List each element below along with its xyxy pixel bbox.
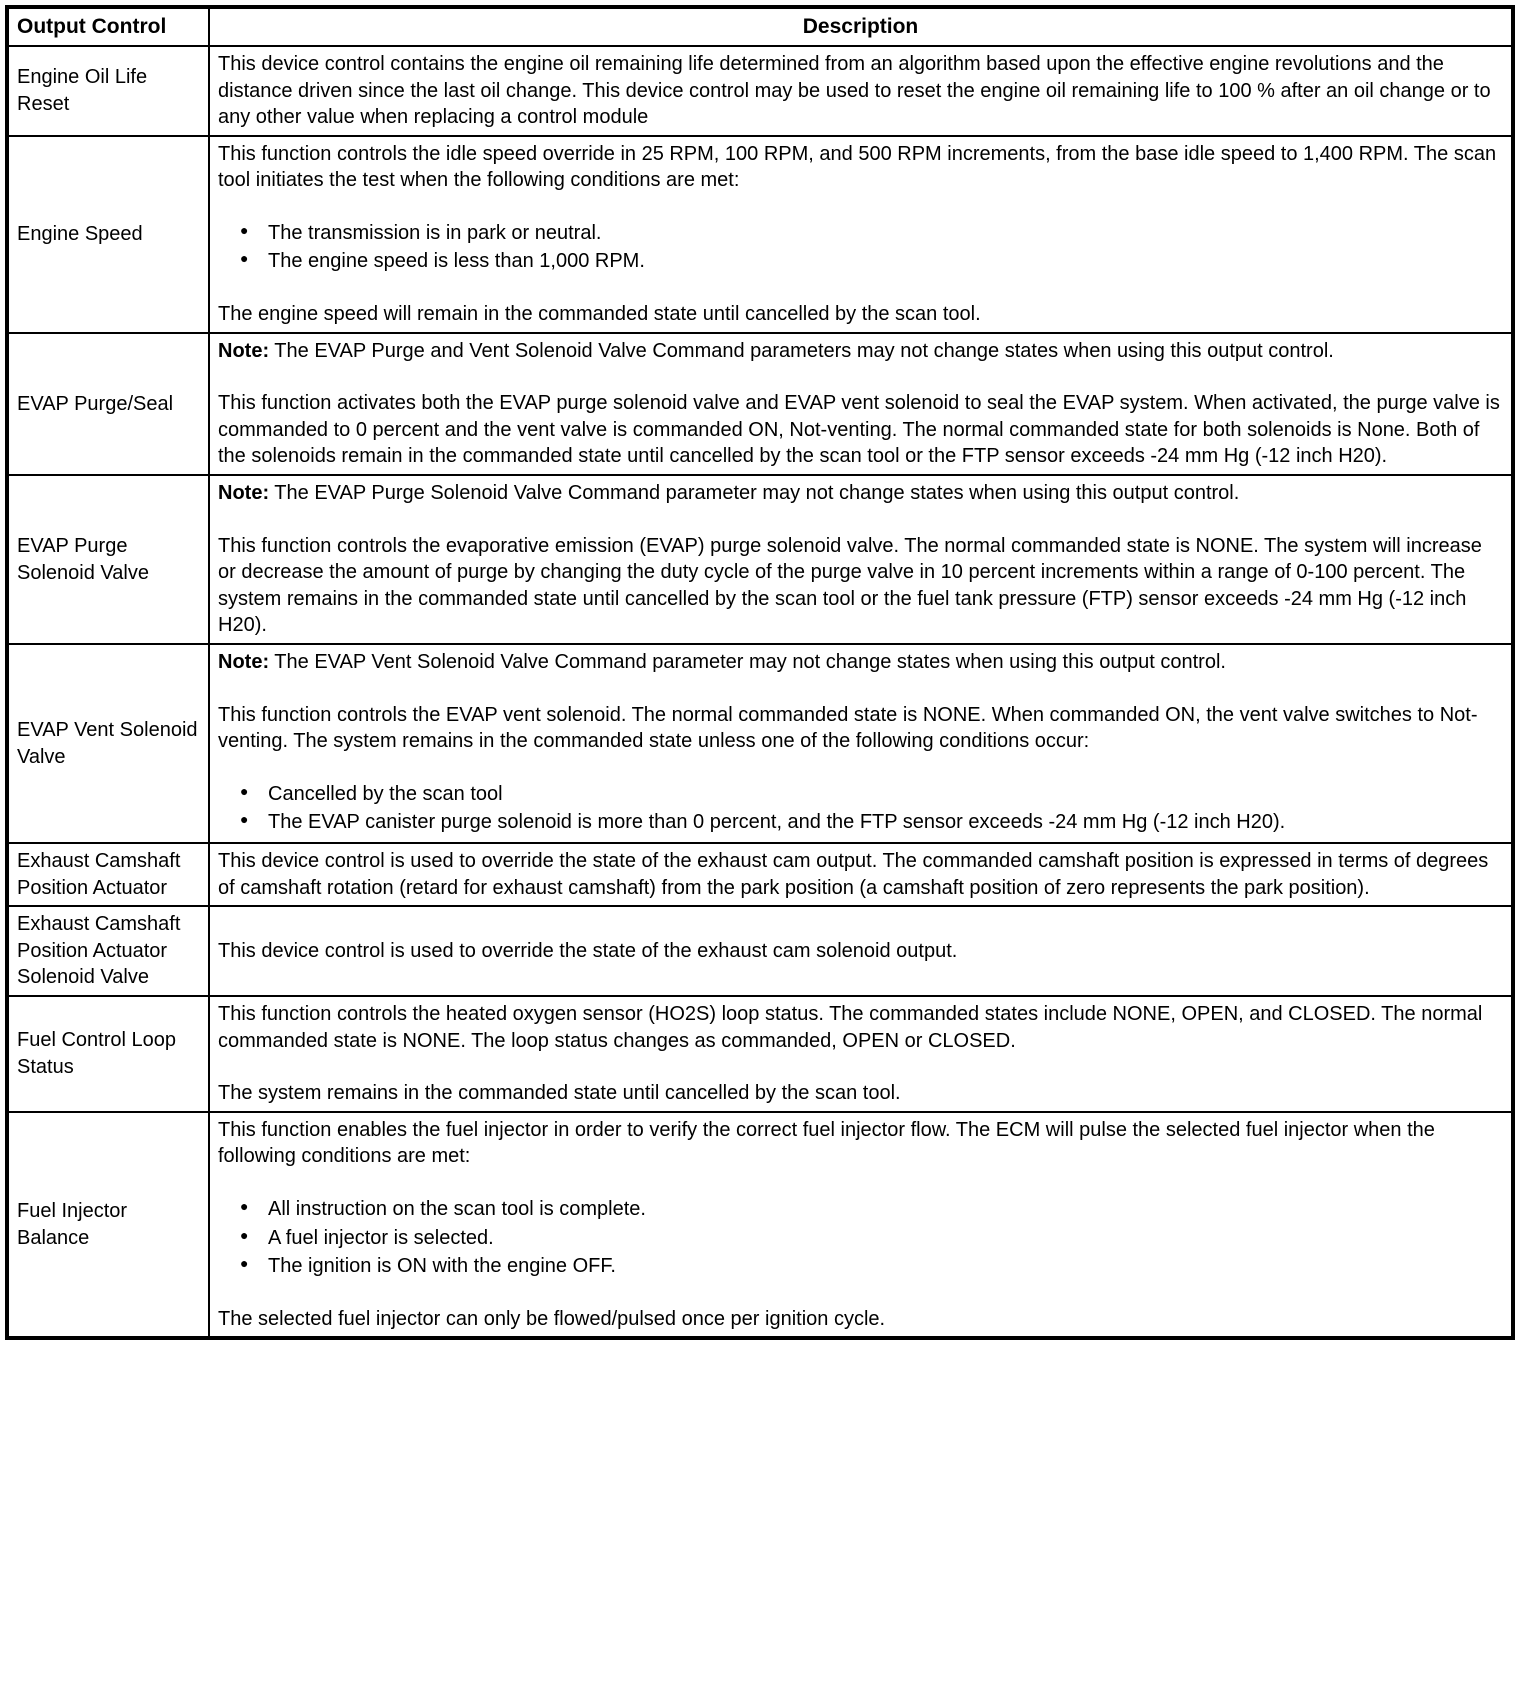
description-cell: [209, 136, 1513, 333]
note-label: Note:: [218, 482, 270, 505]
bullet-item: ● The transmission is in park or neutral.: [268, 220, 1503, 247]
paragraph: This function enables the fuel injector in order to verify the correct fuel injector flow. The ECM will pulse the selected fuel injector when the following conditions are met:: [218, 1118, 1435, 1168]
bullet-item: ● The EVAP canister purge solenoid is more than 0 percent, and the FTP sensor exceeds -24 mm Hg (-12 inch H20).: [268, 809, 1503, 836]
table-row: [7, 996, 1513, 1112]
paragraph: This function controls the idle speed override in 25 RPM, 100 RPM, and 500 RPM increments, from the base idle speed to 1,400 RPM. The scan tool initiates the test when the following conditions are met:: [218, 142, 1497, 192]
paragraph: This device control is used to override the state of the exhaust cam solenoid output.: [218, 939, 958, 962]
control-cell: Fuel Injector Balance: [7, 1112, 209, 1339]
control-cell: EVAP Vent Solenoid Valve: [7, 644, 209, 843]
description-cell: [209, 644, 1513, 843]
control-cell: Fuel Control Loop Status: [7, 996, 209, 1112]
bullet-list: [218, 220, 1503, 275]
paragraph: This function controls the heated oxygen sensor (HO2S) loop status. The commanded states include NONE, OPEN, and CLOSED. The normal commanded state is NONE. The loop status changes as commanded, OPEN or CLOSED.: [218, 1002, 1483, 1052]
control-cell: Engine Oil Life Reset: [7, 46, 209, 136]
note-paragraph: [218, 649, 1503, 676]
bullet-item: ● The ignition is ON with the engine OFF.: [268, 1253, 1503, 1280]
note-text: The EVAP Purge Solenoid Valve Command parameter may not change states when using this output control.: [269, 482, 1240, 505]
bullet-item: ● Cancelled by the scan tool: [268, 781, 1503, 808]
description-cell: [209, 475, 1513, 644]
control-cell: Exhaust Camshaft Position Actuator: [7, 843, 209, 906]
note-label: Note:: [218, 651, 270, 674]
description-header: Description: [209, 7, 1513, 46]
control-cell: EVAP Purge Solenoid Valve: [7, 475, 209, 644]
note-text: The EVAP Vent Solenoid Valve Command parameter may not change states when using this output control.: [269, 651, 1226, 674]
table-row: [7, 333, 1513, 475]
table-row: [7, 46, 1513, 136]
paragraph: This function activates both the EVAP purge solenoid valve and EVAP vent solenoid to seal the EVAP system. When activated, the purge valve is commanded to 0 percent and the vent valve is commanded ON, Not-venting. The normal commanded state for both solenoids is None. Both of the solenoids remain in the commanded state until cancelled by the scan tool or the FTP sensor exceeds -24 mm Hg (-12 inch H20).: [218, 392, 1500, 468]
description-cell: [209, 906, 1513, 996]
table-row: [7, 475, 1513, 644]
table-body: [7, 46, 1513, 1338]
header-row: [7, 7, 1513, 46]
description-cell: [209, 46, 1513, 136]
description-cell: [209, 1112, 1513, 1339]
bullet-item: ● All instruction on the scan tool is complete.: [268, 1196, 1503, 1223]
paragraph: The selected fuel injector can only be flowed/pulsed once per ignition cycle.: [218, 1307, 886, 1330]
description-cell: [209, 843, 1513, 906]
paragraph: This device control contains the engine oil remaining life determined from an algorithm based upon the effective engine revolutions and the distance driven since the last oil change. This device control may be used to reset the engine oil remaining life to 100 % after an oil change or to any other value when replacing a control module: [218, 52, 1491, 129]
table-row: [7, 906, 1513, 996]
output-control-header: Output Control: [7, 7, 209, 46]
bullet-list: [218, 1196, 1503, 1280]
output-control-table: [5, 5, 1515, 1340]
bullet-item: ● The engine speed is less than 1,000 RPM.: [268, 248, 1503, 275]
bullet-item: ● A fuel injector is selected.: [268, 1225, 1503, 1252]
table-row: [7, 136, 1513, 333]
note-text: The EVAP Purge and Vent Solenoid Valve Command parameters may not change states when using this output control.: [269, 339, 1334, 362]
table-row: [7, 1112, 1513, 1339]
paragraph: This function controls the EVAP vent solenoid. The normal commanded state is NONE. When commanded ON, the vent valve switches to Not-venting. The system remains in the commanded state unless one of the following conditions occur:: [218, 703, 1478, 753]
control-cell: Engine Speed: [7, 136, 209, 333]
bullet-list: [218, 781, 1503, 836]
note-paragraph: [218, 338, 1503, 365]
paragraph: The system remains in the commanded state until cancelled by the scan tool.: [218, 1082, 901, 1105]
description-cell: [209, 333, 1513, 475]
paragraph: This device control is used to override the state of the exhaust cam output. The commanded camshaft position is expressed in terms of degrees of camshaft rotation (retard for exhaust camshaft) from the park position (a camshaft position of zero represents the park position).: [218, 849, 1489, 899]
description-cell: [209, 996, 1513, 1112]
note-label: Note:: [218, 339, 270, 362]
paragraph: The engine speed will remain in the commanded state until cancelled by the scan tool.: [218, 303, 981, 326]
table-row: [7, 644, 1513, 843]
note-paragraph: [218, 480, 1503, 507]
control-cell: EVAP Purge/Seal: [7, 333, 209, 475]
paragraph: This function controls the evaporative emission (EVAP) purge solenoid valve. The normal commanded state is NONE. The system will increase or decrease the amount of purge by changing the duty cycle of the purge valve in 10 percent increments within a range of 0-100 percent. The system remains in the commanded state until cancelled by the scan tool or the fuel tank pressure (FTP) sensor exceeds -24 mm Hg (-12 inch H20).: [218, 534, 1482, 637]
table-row: [7, 843, 1513, 906]
table-header: [7, 7, 1513, 46]
control-cell: Exhaust Camshaft Position Actuator Solenoid Valve: [7, 906, 209, 996]
